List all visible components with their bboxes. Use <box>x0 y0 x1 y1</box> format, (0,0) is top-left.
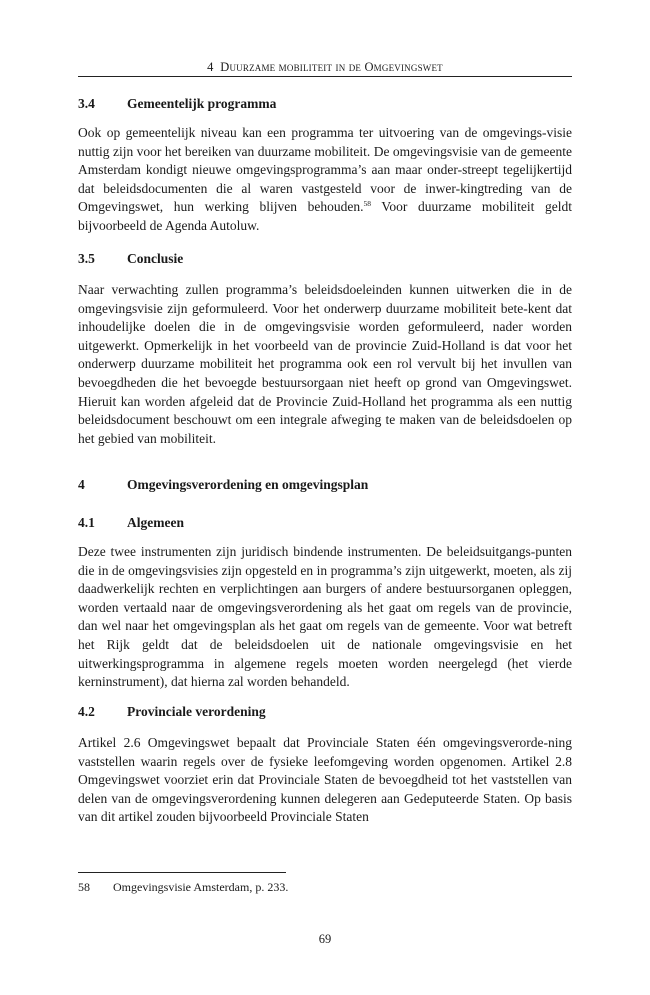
paragraph-text: Ook op gemeentelijk niveau kan een programma ter uitvoering van de omgevings-visie nuttig zijn voor het bereiken van duurzame mobiliteit. De omgevingsvisie van de gemeente Amsterdam kondigt nieuwe omgevingsprogramma’s aan maar onder-streept tegelijkertijd dat beleidsdocumenten die al waren vastgesteld voor de inwer-kingtreding van de Omgevingswet, hun werking blijven behouden. <box>78 125 572 215</box>
section-number: 3.5 <box>78 251 95 266</box>
running-header <box>78 60 572 75</box>
header-chapter-number: 4 <box>207 60 214 74</box>
paragraph-text-continued: Voor duurzame mobiliteit geldt bijvoorbeeld de Agenda Autoluw. <box>78 199 572 233</box>
section-title: Omgevingsverordening en omgevingsplan <box>127 477 369 492</box>
section-number: 4.2 <box>78 704 95 719</box>
section-title: Provinciale verordening <box>127 704 266 719</box>
section-title: Gemeentelijk programma <box>127 96 277 111</box>
section-number: 3.4 <box>78 96 95 111</box>
paragraph-4-1: Deze twee instrumenten zijn juridisch bindende instrumenten. De beleidsuitgangs-punten die in de omgevingsvisies zijn opgesteld en in programma’s zijn uitgewerkt, moeten, als zij daadwerkelijk rechten en verplichtingen aan burgers of andere bestuursorganen opleggen, worden vertaald naar de omgevingsverordening als het gaat om regels van de provincie, dan wel naar het omgevingsplan als het gaat om regels van de gemeente. Voor wat betreft het Rijk geldt dat de beleidsdoelen uit de nationale omgevingsvisie en het uitwerkingsprogramma in algemene regels moeten worden neergelegd (het vierde kerninstrument), dat hierna zal worden behandeld. <box>78 544 572 690</box>
paragraph-4-2: Artikel 2.6 Omgevingswet bepaalt dat Provinciale Staten één omgevingsverorde-ning vaststellen waarin regels over de fysieke leefomgeving worden opgenomen. Artikel 2.8 Omgevingswet voorziet erin dat Provinciale Staten de bevoegdheid tot het vaststellen van delen van de omgevingsverordening kunnen delegeren aan Gedeputeerde Staten. Op basis van dit artikel zouden bijvoorbeeld Provinciale Staten <box>78 735 572 825</box>
header-chapter-title: Duurzame mobiliteit in de Omgevingswet <box>220 60 443 74</box>
section-title: Algemeen <box>127 515 184 530</box>
footnote-reference[interactable]: 58 <box>363 199 371 209</box>
footnote-number: 58 <box>78 880 90 894</box>
page-number: 69 <box>318 932 332 946</box>
header-rule <box>78 76 572 77</box>
section-number: 4 <box>78 477 85 492</box>
footnote-text: Omgevingsvisie Amsterdam, p. 233. <box>113 880 289 894</box>
section-number: 4.1 <box>78 515 95 530</box>
section-title: Conclusie <box>127 251 184 266</box>
paragraph-3-4 <box>78 124 572 236</box>
footnote-rule <box>78 872 286 873</box>
paragraph-3-5: Naar verwachting zullen programma’s beleidsdoeleinden kunnen uitwerken die in de omgevingsvisie zijn geformuleerd. Voor het onderwerp duurzame mobiliteit bete-kent dat inhoudelijke doelen die in de omgevingsvisie worden geformuleerd, nader worden uitgewerkt. Opmerkelijk in het voorbeeld van de provincie Zuid-Holland is dat voor het onderwerp duurzame mobiliteit het programma ook een rol vervult bij het invullen van bevoegdheden die het bevoegde bestuursorgaan niet heeft op grond van Omgevingswet. Hieruit kan worden afgeleid dat de Provincie Zuid-Holland het programma als een nuttig beleidsdocument beschouwt om een integrale afweging te maken van de beleidsdoelen op het gebied van mobiliteit. <box>78 282 572 446</box>
